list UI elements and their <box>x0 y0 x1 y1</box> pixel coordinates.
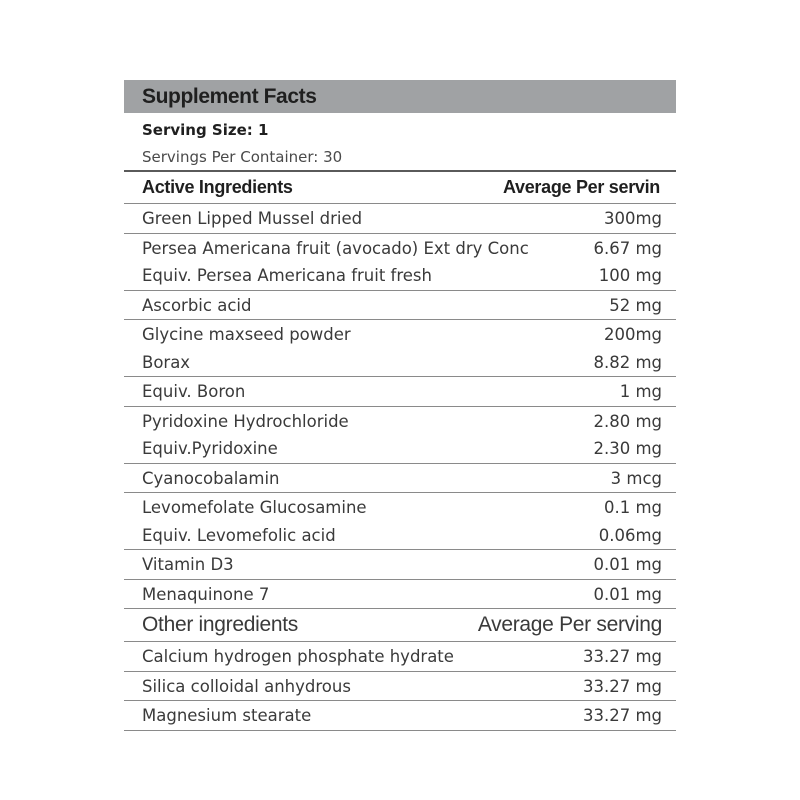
ingredient-row <box>124 551 676 579</box>
other-ingredients-list <box>124 641 676 730</box>
ingredient-group <box>124 233 676 290</box>
ingredient-row <box>124 435 676 463</box>
active-ingredients-list <box>124 203 676 608</box>
ingredient-row <box>124 378 676 406</box>
ingredient-row <box>124 643 676 671</box>
ingredient-group <box>124 406 676 463</box>
ingredient-name: Equiv. Boron <box>142 382 246 402</box>
active-ingredients-label: Active Ingredients <box>142 177 293 197</box>
ingredient-amount: 2.80 mg <box>593 411 662 431</box>
ingredient-amount: 2.30 mg <box>593 439 662 459</box>
ingredient-group <box>124 492 676 549</box>
ingredient-name: Equiv.Pyridoxine <box>142 439 278 459</box>
ingredient-group <box>124 641 676 671</box>
ingredient-name: Borax <box>142 352 191 372</box>
ingredient-name: Vitamin D3 <box>142 555 234 575</box>
ingredient-amount: 200mg <box>603 325 662 345</box>
ingredient-group <box>124 463 676 493</box>
active-amount-label: Average Per servin <box>502 177 660 197</box>
other-ingredients-label: Other ingredients <box>142 613 298 636</box>
ingredient-amount: 33.27 mg <box>582 706 662 726</box>
ingredient-group <box>124 319 676 376</box>
ingredient-amount: 8.82 mg <box>593 352 662 372</box>
ingredient-name: Levomefolate Glucosamine <box>142 498 367 518</box>
ingredient-row <box>124 408 676 436</box>
ingredient-amount: 33.27 mg <box>582 676 662 696</box>
servings-per-container: Servings Per Container: 30 <box>142 148 343 166</box>
ingredient-row <box>124 673 676 701</box>
ingredient-group <box>124 549 676 579</box>
ingredient-amount: 52 mg <box>609 295 662 315</box>
ingredient-group <box>124 376 676 406</box>
ingredient-group <box>124 290 676 320</box>
ingredient-group <box>124 579 676 609</box>
ingredient-amount: 0.1 mg <box>603 498 662 518</box>
ingredient-name: Cyanocobalamin <box>142 468 280 488</box>
ingredient-name: Magnesium stearate <box>142 706 312 726</box>
active-ingredients-header <box>124 172 676 203</box>
ingredient-row <box>124 702 676 730</box>
ingredient-amount: 300mg <box>603 209 662 229</box>
supplement-facts-panel <box>124 80 676 731</box>
ingredient-row <box>124 321 676 349</box>
other-ingredients-header <box>124 609 676 641</box>
panel-title: Supplement Facts <box>142 84 317 108</box>
ingredient-name: Silica colloidal anhydrous <box>142 676 351 696</box>
ingredient-amount: 33.27 mg <box>582 647 662 667</box>
ingredient-amount: 0.06mg <box>598 525 662 545</box>
ingredient-row <box>124 262 676 290</box>
ingredient-amount: 0.01 mg <box>593 584 662 604</box>
ingredient-row <box>124 235 676 263</box>
ingredient-name: Glycine maxseed powder <box>142 325 351 345</box>
ingredient-amount: 3 mcg <box>610 468 662 488</box>
ingredient-row <box>124 522 676 550</box>
ingredient-row <box>124 494 676 522</box>
ingredient-name: Ascorbic acid <box>142 295 252 315</box>
other-amount-label: Average Per serving <box>477 613 662 636</box>
ingredient-group <box>124 203 676 233</box>
ingredient-amount: 1 mg <box>619 382 662 402</box>
ingredient-row <box>124 349 676 377</box>
ingredient-name: Menaquinone 7 <box>142 584 270 604</box>
ingredient-name: Green Lipped Mussel dried <box>142 209 363 229</box>
ingredient-amount: 100 mg <box>598 266 662 286</box>
ingredient-name: Equiv. Persea Americana fruit fresh <box>142 266 432 286</box>
ingredient-row <box>124 465 676 493</box>
ingredient-group <box>124 671 676 701</box>
ingredient-name: Calcium hydrogen phosphate hydrate <box>142 647 454 667</box>
ingredient-row <box>124 292 676 320</box>
ingredient-amount: 6.67 mg <box>593 238 662 258</box>
ingredient-name: Pyridoxine Hydrochloride <box>142 411 349 431</box>
ingredient-name: Persea Americana fruit (avocado) Ext dry Conc <box>142 238 529 258</box>
serving-size: Serving Size: 1 <box>142 121 269 139</box>
title-bar <box>124 80 676 113</box>
ingredient-row <box>124 205 676 233</box>
ingredient-row <box>124 581 676 609</box>
bottom-rule <box>124 730 676 731</box>
ingredient-name: Equiv. Levomefolic acid <box>142 525 336 545</box>
ingredient-amount: 0.01 mg <box>593 555 662 575</box>
ingredient-group <box>124 700 676 730</box>
